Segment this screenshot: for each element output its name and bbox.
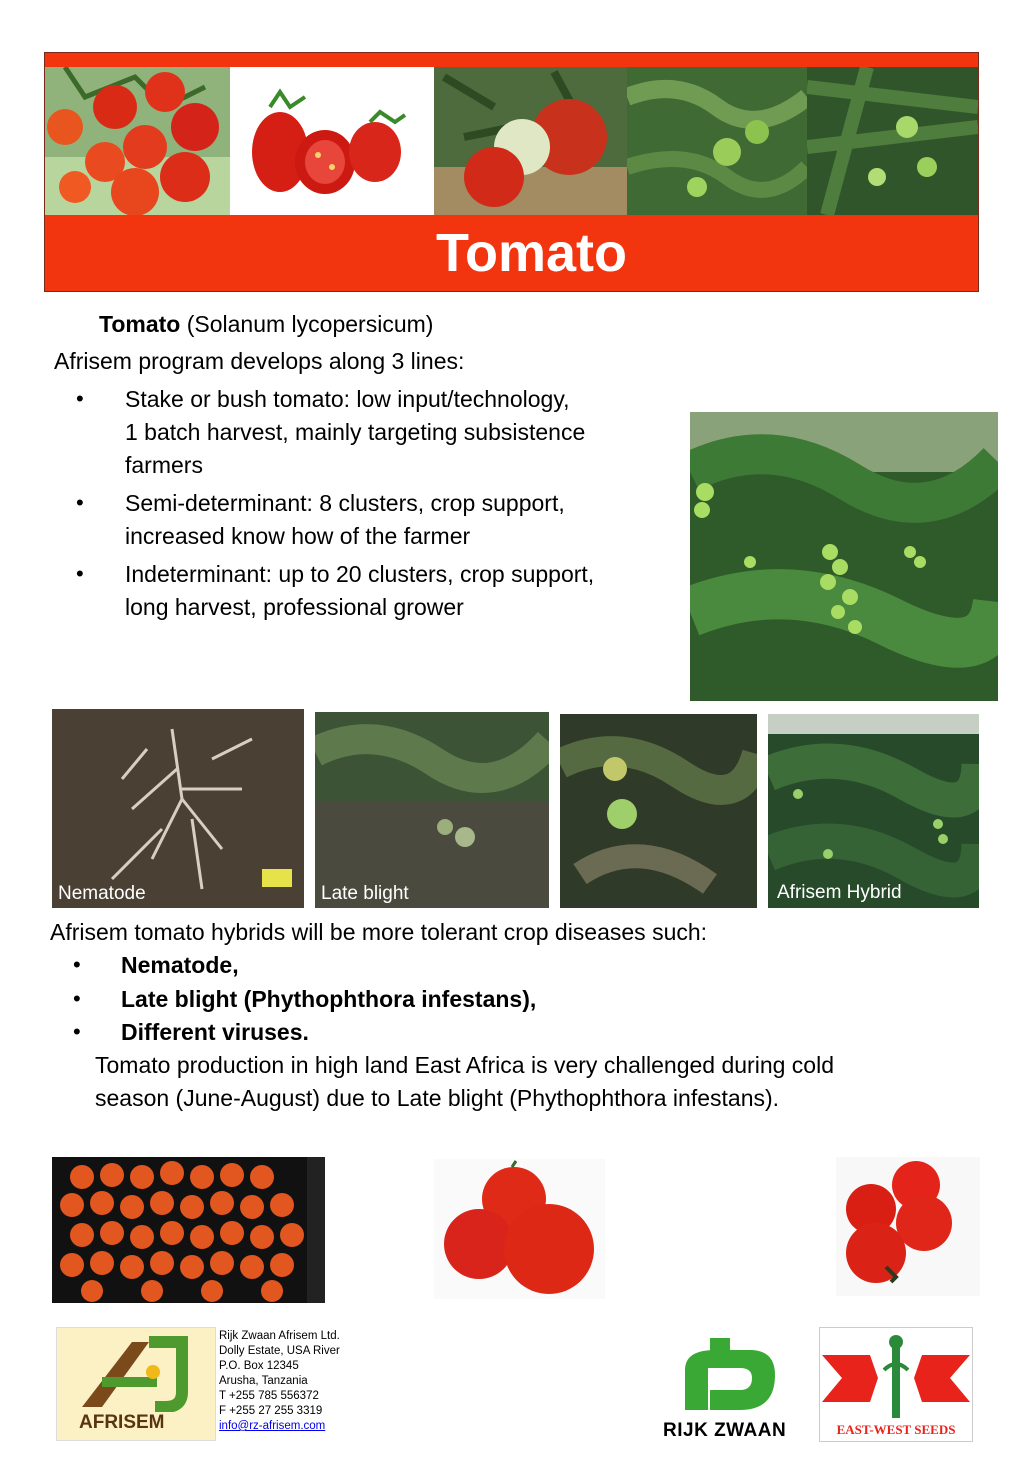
header-photo-cut-tomato bbox=[230, 67, 434, 215]
address-line: Dolly Estate, USA River bbox=[219, 1345, 340, 1357]
diseases-intro: Afrisem tomato hybrids will be more tolerant crop diseases such: bbox=[50, 919, 708, 945]
line-text: 1 batch harvest, mainly targeting subsistence bbox=[125, 419, 586, 445]
line-item-indeterminant bbox=[125, 557, 594, 624]
species-name: Tomato bbox=[99, 311, 181, 337]
caption-afrisem-hybrid: Afrisem Hybrid bbox=[777, 882, 902, 903]
header-photo-ripening bbox=[434, 67, 627, 215]
header-photo-tomato-cluster bbox=[45, 67, 230, 215]
header-top-strip bbox=[45, 53, 978, 67]
address-line: P.O. Box 12345 bbox=[219, 1360, 299, 1372]
line-item-semi-determinant bbox=[125, 486, 565, 553]
header-photo-green-plants bbox=[627, 67, 807, 215]
disease-item-viruses: Different viruses. bbox=[121, 1019, 309, 1045]
east-west-text: EAST-WEST SEEDS bbox=[836, 1422, 956, 1437]
disease-item-late-blight: Late blight (Phythophthora infestans), bbox=[121, 986, 537, 1012]
four-tomatoes-photo bbox=[836, 1157, 980, 1296]
header-photo-field bbox=[807, 67, 978, 215]
east-west-seeds-logo bbox=[819, 1327, 973, 1442]
rijk-zwaan-logo bbox=[660, 1330, 794, 1444]
three-tomatoes-photo bbox=[434, 1159, 605, 1299]
bullet-marker: • bbox=[76, 490, 84, 515]
note-line: Tomato production in high land East Africa is very challenged during cold bbox=[95, 1052, 834, 1078]
crate-photo bbox=[52, 1157, 325, 1303]
rijk-zwaan-text: RIJK ZWAAN bbox=[663, 1420, 787, 1441]
fax-line: F +255 27 255 3319 bbox=[219, 1405, 323, 1417]
bullet-marker: • bbox=[73, 952, 81, 977]
note-line: season (June-August) due to Late blight (Phythophthora infestans). bbox=[95, 1085, 780, 1111]
rijk-zwaan-logo-mark bbox=[660, 1330, 794, 1415]
line-text: Stake or bush tomato: low input/technology, bbox=[125, 386, 570, 412]
line-text: Indeterminant: up to 20 clusters, crop support, bbox=[125, 561, 595, 587]
bullet-marker: • bbox=[76, 386, 84, 411]
afrisem-logo bbox=[56, 1327, 216, 1441]
caption-nematode: Nematode bbox=[58, 883, 146, 904]
address-line: Rijk Zwaan Afrisem Ltd. bbox=[219, 1330, 340, 1342]
line-item-stake bbox=[125, 382, 585, 482]
phone-line: T +255 785 556372 bbox=[219, 1390, 319, 1402]
program-line: Afrisem program develops along 3 lines: bbox=[54, 348, 465, 374]
caption-late-blight: Late blight bbox=[321, 883, 409, 904]
east-west-logo-mark bbox=[820, 1330, 972, 1420]
bullet-marker: • bbox=[73, 986, 81, 1011]
line-text: increased know how of the farmer bbox=[125, 523, 471, 549]
page-title: Tomato bbox=[436, 223, 627, 283]
address-line: Arusha, Tanzania bbox=[219, 1375, 308, 1387]
greenhouse-photo bbox=[690, 412, 998, 701]
email-link[interactable]: info@rz-afrisem.com bbox=[219, 1420, 326, 1432]
afrisem-hybrid-photo bbox=[768, 714, 979, 908]
species-latin: (Solanum lycopersicum) bbox=[180, 311, 434, 337]
disease-note bbox=[95, 1048, 834, 1115]
bullet-marker: • bbox=[73, 1019, 81, 1044]
blight-closeup-photo bbox=[560, 714, 757, 908]
line-text: long harvest, professional grower bbox=[125, 594, 464, 620]
nematode-photo bbox=[52, 709, 304, 908]
bullet-marker: • bbox=[76, 561, 84, 586]
late-blight-photo bbox=[315, 712, 549, 908]
afrisem-logo-mark bbox=[57, 1332, 217, 1412]
afrisem-logo-text: AFRISEM bbox=[79, 1412, 165, 1433]
disease-item-nematode: Nematode, bbox=[121, 952, 239, 978]
contact-block bbox=[219, 1329, 340, 1434]
line-text: farmers bbox=[125, 452, 203, 478]
species-line bbox=[99, 307, 433, 341]
line-text: Semi-determinant: 8 clusters, crop support, bbox=[125, 490, 565, 516]
